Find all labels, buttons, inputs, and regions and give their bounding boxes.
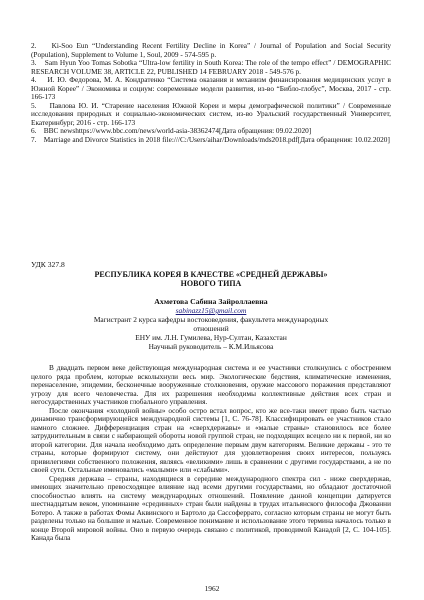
author-university: ЕНУ им. Л.Н. Гумилева, Нур-Султан, Казахстан xyxy=(135,333,287,342)
body-paragraph: Средняя держава – страны, находящиеся в середине международного спектра сил - ниже сверхдержав, имеющих значительно превосходящее влияние над всеми другими государствами, но обладают достаточной способностью влиять на систему международных отношений. Появление данной концепции датируется шестнадцатым веком, упоминание «срединных» стран были найдены в трудах итальянского философа Джованни Ботеро. А также в работах Фомы Аквинского и Бартоло да Сассоферрато, согласно которым страны не могут быть разделены только на большие и малые. Современное понимание и использование этого термина началось только в конце Второй мировой войны. Оно в первую очередь связано с политикой, проводимой Канадой [2, С. 104-105]. Канада была xyxy=(31,473,391,542)
author-affiliation: Магистрант 2 курса кафедры востоковедения, факультета международных xyxy=(93,315,329,324)
reference-list xyxy=(31,42,391,145)
reference-item: 3. Sam Hyun Yoo Tomas Sobotka “Ultra-low fertility in South Korea: The role of the tempo effect” / DEMOGRAPHIC RESEARCH VOLUME 38, ARTICLE 22, PUBLISHED 14 FEBRUARY 2018 - 549-576 p. xyxy=(31,58,391,76)
body-paragraph: После окончания «холодной войны» особо остро встал вопрос, кто же все-таки имеет право быть частью динамично трансформирующейся международной системы [1, С. 76-78]. Классифицировать ее участников стало намного сложнее. Дифференциация стран на «сверхдержавы» и «малые страны» становилось все более затруднительным в связи с набирающей обороты новой группой стран, не подходящих всецело ни к первой, ни ко второй категории. Для начала необходимо дать определение первым двум категориям. Великие державы - это те страны, которые формируют систему, они действуют для удовлетворения своих интересов, пользуясь привилегиями собственного положения, являясь «великими» лишь в сравнении с другими государствами, а не по своей сути. Остальные именовались «малыми» или «слабыми». xyxy=(31,405,391,474)
article-title xyxy=(31,270,391,289)
author-email-link[interactable]: sabinazz15@gmail.com xyxy=(175,306,247,315)
page-number: 1962 xyxy=(204,584,220,593)
body-paragraph: В двадцать первом веке действующая международная система и ее участники столкнулись с обострением целого ряда проблем, которые всколыхнули весь мир. Экологические бедствия, климатические изменения, перенаселение, эпидемии, бесконечные вооруженные столкновения, оружие массового поражения представляют угрозу для всего человечества. Для их разрешения необходимы коллективные действия всех стран и негосударственных участников глобального управления. xyxy=(31,363,391,406)
reference-item: 6. BBC newshttps://www.bbc.com/news/world-asia-38362474[Дата обращения: 09.02.2020] xyxy=(31,126,312,136)
author-name: Ахметова Сабина Зайроллаевна xyxy=(154,297,268,306)
author-affiliation: отношений xyxy=(193,324,229,333)
udk-code: УДК 327.8 xyxy=(31,260,65,269)
article-title-line: РЕСПУБЛИКА КОРЕЯ В КАЧЕСТВЕ «СРЕДНЕЙ ДЕРЖАВЫ» xyxy=(94,270,328,279)
author-block xyxy=(31,297,391,351)
article-title-line: НОВОГО ТИПА xyxy=(180,279,242,289)
reference-item: 7. Marriage and Divorce Statistics in 2018 file:///C:/Users/aihar/Downloads/mds2018.pdf[Дата обращения: 10.02.2020] xyxy=(31,135,390,145)
reference-item: 5. Павлова Ю. И. “Старение населения Южной Кореи и меры демографической политики” / Современные исследования природных и социально-экономических систем, из-во Уральский государственный Университет, Екатеринбург, 2016 - стр. 166-173 xyxy=(31,100,391,127)
article-body xyxy=(31,364,391,543)
reference-item: 2. Ki-Soo Eun “Understanding Recent Fertility Decline in Korea” / Journal of Population and Social Security (Population), Supplement to Volume 1, Soul, 2009 - 574-595 p. xyxy=(31,41,391,59)
reference-item: 4. И. Ю. Федорова, М. А. Кондратенко “Система оказания и механизм финансирования медицинских услуг в Южной Корее” / Экономика и социум: современные модели развития, из-во “Библо-глобус”, Москва, 2017 - стр. 166-173 xyxy=(31,75,391,102)
author-supervisor: Научный руководитель – К.М.Ильясова xyxy=(148,342,274,351)
